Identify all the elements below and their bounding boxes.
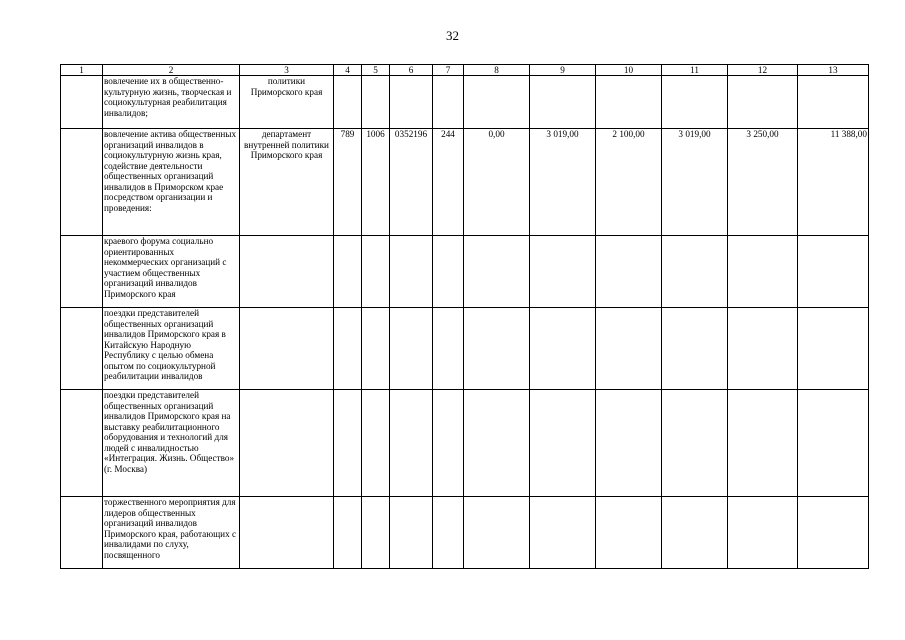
cell-col12: [728, 236, 798, 308]
cell-col9: 3 019,00: [530, 129, 596, 236]
cell-col13: [798, 236, 869, 308]
table-row: [61, 308, 869, 390]
cell-col13: [798, 76, 869, 129]
cell-description: вовлечение их в общественно-культурную жизнь, творческая и социокультурная реабилитация инвалидов;: [103, 76, 240, 129]
cell-col7: [433, 76, 464, 129]
column-header: 10: [596, 65, 662, 76]
cell-col1: [61, 497, 103, 569]
table-row: [61, 497, 869, 569]
cell-description: краевого форума социально ориентированных некоммерческих организаций с участием общественных организаций инвалидов Приморского края: [103, 236, 240, 308]
budget-table: [60, 64, 869, 569]
column-header: 9: [530, 65, 596, 76]
cell-col5: 1006: [362, 129, 390, 236]
cell-col13: 11 388,00: [798, 129, 869, 236]
table-header-row: [61, 65, 869, 76]
table-row: [61, 76, 869, 129]
table-row: [61, 129, 869, 236]
cell-col10: [596, 308, 662, 390]
column-header: 2: [103, 65, 240, 76]
cell-responsible: [240, 497, 334, 569]
cell-col11: [662, 236, 728, 308]
column-header: 8: [464, 65, 530, 76]
cell-col11: [662, 497, 728, 569]
cell-col8: 0,00: [464, 129, 530, 236]
column-header: 6: [390, 65, 433, 76]
cell-col12: [728, 76, 798, 129]
cell-col1: [61, 76, 103, 129]
cell-responsible: [240, 390, 334, 497]
cell-col9: [530, 308, 596, 390]
cell-col1: [61, 390, 103, 497]
cell-col4: [334, 390, 362, 497]
cell-col7: [433, 308, 464, 390]
cell-col11: 3 019,00: [662, 129, 728, 236]
cell-col8: [464, 390, 530, 497]
cell-col5: [362, 497, 390, 569]
cell-description: поездки представителей общественных организаций инвалидов Приморского края в Китайскую Народную Республику с целью обмена опытом по социокультурной реабилитации инвалидов: [103, 308, 240, 390]
cell-col11: [662, 76, 728, 129]
cell-col6: [390, 308, 433, 390]
cell-col6: [390, 390, 433, 497]
cell-col12: [728, 308, 798, 390]
cell-col10: [596, 390, 662, 497]
cell-responsible: [240, 236, 334, 308]
cell-col6: [390, 497, 433, 569]
cell-col9: [530, 497, 596, 569]
cell-col11: [662, 308, 728, 390]
cell-col9: [530, 390, 596, 497]
cell-col8: [464, 308, 530, 390]
column-header: 13: [798, 65, 869, 76]
column-header: 11: [662, 65, 728, 76]
cell-col4: 789: [334, 129, 362, 236]
cell-col5: [362, 236, 390, 308]
cell-col11: [662, 390, 728, 497]
cell-col10: [596, 497, 662, 569]
cell-col12: [728, 390, 798, 497]
cell-col7: [433, 497, 464, 569]
cell-col4: [334, 76, 362, 129]
cell-col1: [61, 308, 103, 390]
cell-col10: [596, 76, 662, 129]
cell-col6: [390, 76, 433, 129]
cell-col5: [362, 76, 390, 129]
table-row: [61, 236, 869, 308]
cell-col7: 244: [433, 129, 464, 236]
column-header: 3: [240, 65, 334, 76]
cell-col10: [596, 236, 662, 308]
cell-col12: [728, 497, 798, 569]
cell-col5: [362, 390, 390, 497]
cell-col6: 0352196: [390, 129, 433, 236]
cell-responsible: [240, 308, 334, 390]
cell-responsible: политики Приморского края: [240, 76, 334, 129]
cell-col7: [433, 390, 464, 497]
cell-col1: [61, 129, 103, 236]
page-number: 32: [446, 28, 459, 43]
cell-col6: [390, 236, 433, 308]
cell-responsible: департамент внутренней политики Приморского края: [240, 129, 334, 236]
cell-col4: [334, 236, 362, 308]
cell-col4: [334, 497, 362, 569]
column-header: 5: [362, 65, 390, 76]
cell-col9: [530, 236, 596, 308]
cell-col13: [798, 308, 869, 390]
table-row: [61, 390, 869, 497]
cell-col8: [464, 236, 530, 308]
column-header: 7: [433, 65, 464, 76]
cell-col13: [798, 497, 869, 569]
cell-col9: [530, 76, 596, 129]
cell-col8: [464, 76, 530, 129]
cell-description: поездки представителей общественных организаций инвалидов Приморского края на выставку реабилитационного оборудования и технологий для людей с инвалидностью «Интеграция. Жизнь. Общество» (г. Москва): [103, 390, 240, 497]
cell-col13: [798, 390, 869, 497]
column-header: 4: [334, 65, 362, 76]
column-header: 1: [61, 65, 103, 76]
cell-description: вовлечение актива общественных организаций инвалидов в социокультурную жизнь края, содействие деятельности общественных организаций инвалидов в Приморском крае посредством организации и проведения:: [103, 129, 240, 236]
cell-col8: [464, 497, 530, 569]
cell-col7: [433, 236, 464, 308]
column-header: 12: [728, 65, 798, 76]
cell-col5: [362, 308, 390, 390]
cell-col1: [61, 236, 103, 308]
cell-description: торжественного мероприятия для лидеров общественных организаций инвалидов Приморского края, работающих с инвалидами по слуху, посвященного: [103, 497, 240, 569]
cell-col4: [334, 308, 362, 390]
cell-col10: 2 100,00: [596, 129, 662, 236]
cell-col12: 3 250,00: [728, 129, 798, 236]
